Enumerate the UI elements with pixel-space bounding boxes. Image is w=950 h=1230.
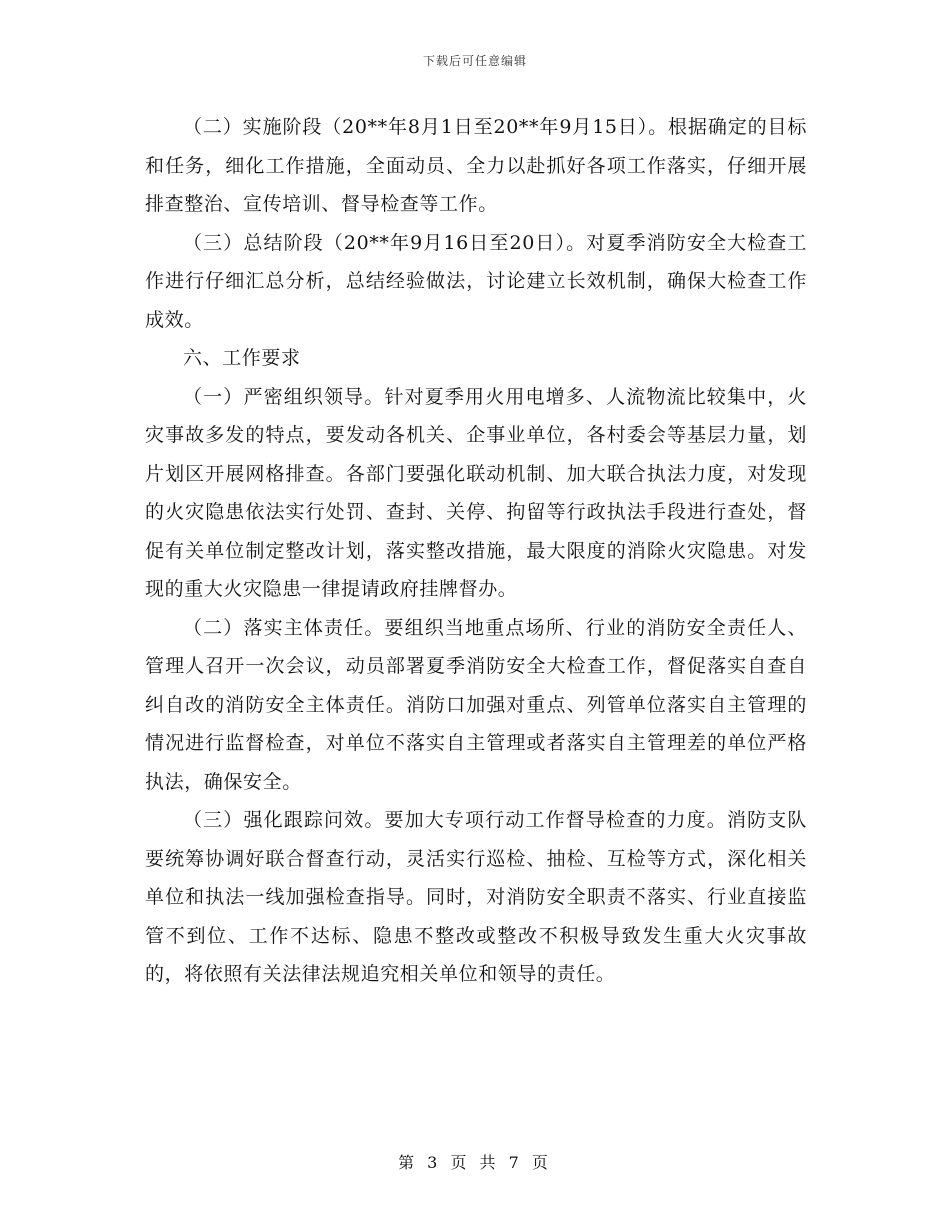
paragraph-organization-leadership: （一）严密组织领导。针对夏季用火用电增多、人流物流比较集中，火灾事故多发的特点，要发动各机关、企事业单位，各村委会等基层力量，划片划区开展网格排查。各部门要强化联动机制、加大联合执法力度，对发现的火灾隐患依法实行处罚、查封、关停、拘留等行政执法手段进行查处，督促有关单位制定整改计划，落实整改措施，最大限度的消除火灾隐患。对发现的重大火灾隐患一律提请政府挂牌督办。: [145, 385, 807, 600]
document-body: [145, 108, 807, 994]
header-note: 下载后可任意编辑: [422, 54, 527, 68]
paragraph-summary-phase: （三）总结阶段（20**年9月16日至20日）。对夏季消防安全大检查工作进行仔细汇总分析，总结经验做法，讨论建立长效机制，确保大检查工作成效。: [145, 231, 807, 331]
page-number-footer: 第 3 页 共 7 页: [398, 1153, 552, 1172]
paragraph-tracking-accountability: （三）强化跟踪问效。要加大专项行动工作督导检查的力度。消防支队要统筹协调好联合督查行动，灵活实行巡检、抽检、互检等方式，深化相关单位和执法一线加强检查指导。同时，对消防安全职责不落实、行业直接监管不到位、工作不达标、隐患不整改或整改不积极导致发生重大火灾事故的，将依照有关法律法规追究相关单位和领导的责任。: [145, 809, 807, 985]
section-heading-work-requirements: 六、工作要求: [183, 347, 301, 369]
paragraph-implementation-phase: （二）实施阶段（20**年8月1日至20**年9月15日）。根据确定的目标和任务，细化工作措施，全面动员、全力以赴抓好各项工作落实，仔细开展排查整治、宣传培训、督导检查等工作。: [145, 116, 807, 215]
paragraph-main-responsibility: （二）落实主体责任。要组织当地重点场所、行业的消防安全责任人、管理人召开一次会议，动员部署夏季消防安全大检查工作，督促落实自查自纠自改的消防安全主体责任。消防口加强对重点、列管单位落实自主管理的情况进行监督检查，对单位不落实自主管理或者落实自主管理差的单位严格执法，确保安全。: [145, 616, 807, 793]
